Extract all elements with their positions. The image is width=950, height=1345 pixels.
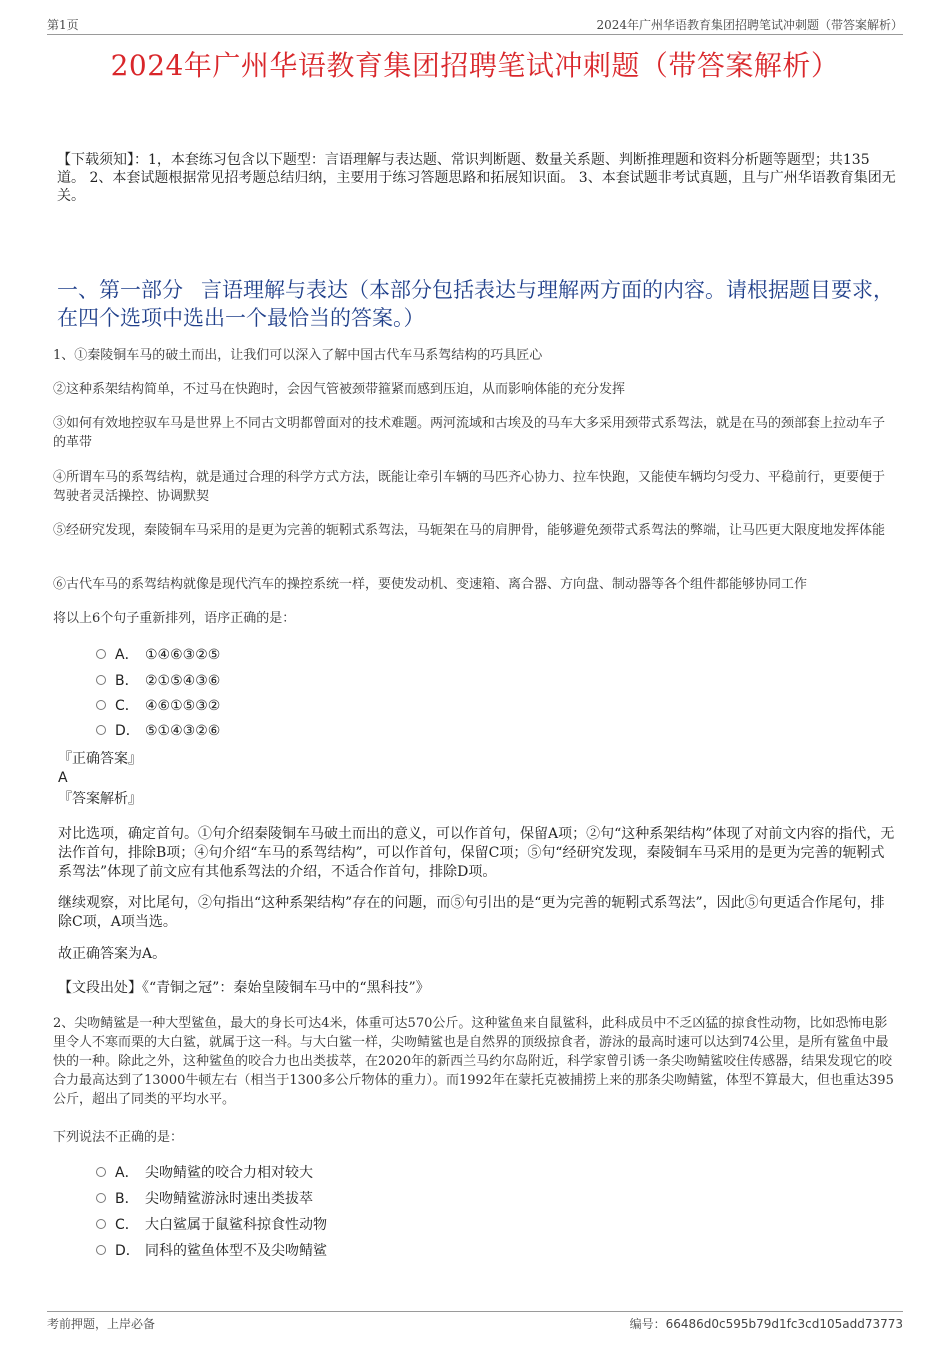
footer-code (630, 1315, 903, 1332)
q1-option-a[interactable]: A． ①④⑥③②⑤ (96, 646, 220, 664)
page-header (47, 14, 903, 35)
footer-code-value: 66486d0c595b79d1fc3cd105add73773 (665, 1317, 903, 1331)
footer-code-label: 编号： (629, 1317, 666, 1331)
section-heading-text: 言语理解与表达（本部分包括表达与理解两方面的内容。请根据题目要求，在四个选项中选出一个最恰当的答案。） (57, 278, 894, 330)
radio-icon[interactable] (96, 700, 106, 710)
radio-icon[interactable] (96, 1245, 106, 1255)
section-heading-part: 一、第一部分 (57, 278, 183, 302)
q1-sentence-4: ④所谓车马的系驾结构，就是通过合理的科学方式方法，既能让牵引车辆的马匹齐心协力、拉车快跑，又能使车辆均匀受力、平稳前行，更要便于驾驶者灵活操控、协调默契 (53, 470, 886, 504)
q2-option-a[interactable]: A． 尖吻鲭鲨的咬合力相对较大 (96, 1164, 313, 1182)
header-doc-title: 2024年广州华语教育集团招聘笔试冲刺题（带答案解析） (596, 18, 903, 32)
q1-sentence-6: ⑥古代车马的系驾结构就像是现代汽车的操控系统一样，要使发动机、变速箱、离合器、方向盘、制动器等各个组件都能够协同工作 (53, 577, 808, 592)
q1-option-c[interactable]: C． ④⑥①⑤③② (96, 697, 220, 715)
analysis-paragraph-2: 继续观察，对比尾句，②句指出“这种系架结构”存在的问题，而⑤句引出的是“更为完善的轭靷式系驾法”，因此⑤句更适合作尾句，排除C项，A项当选。 (58, 895, 885, 930)
radio-icon[interactable] (96, 675, 106, 685)
q1-sentence-1: 1、①秦陵铜车马的破土而出，让我们可以深入了解中国古代车马系驾结构的巧具匠心 (53, 348, 543, 363)
q2-passage: 2、尖吻鲭鲨是一种大型鲨鱼，最大的身长可达4米，体重可达570公斤。这种鲨鱼来自鼠鲨科，此科成员中不乏凶猛的掠食性动物，比如恐怖电影里令人不寒而栗的大白鲨，就属于这一科。与大白鲨一样，尖吻鲭鲨也是自然界的顶级掠食者，游泳的最高时速可以达到74公里，是所有鲨鱼中最快的一种。除此之外，这种鲨鱼的咬合力也出类拔萃，在2020年的新西兰马约尔岛附近，科学家曾引诱一条尖吻鲭鲨咬住传感器，结果发现它的咬合力最高达到了13000牛顿左右（相当于1300多公斤物体的重力）。而1992年在蒙托克被捕捞上来的那条尖吻鲭鲨，体型不算最大，但也重达395公斤，超出了同类的平均水平。 (53, 1016, 894, 1107)
q2-prompt: 下列说法不正确的是： (53, 1130, 184, 1145)
analysis-paragraph-1: 对比选项，确定首句。①句介绍秦陵铜车马破土而出的意义，可以作首句，保留A项；②句“这种系架结构”体现了对前文内容的指代，无法作首句，排除B项；④句介绍“车马的系驾结构”，可以作首句，保留C项；⑤句“经研究发现，秦陵铜车马采用的是更为完善的轭靷式系驾法”体现了前文应有其他系驾法的介绍，不适合作首句，排除D项。 (58, 826, 895, 880)
radio-icon[interactable] (96, 1167, 106, 1177)
q1-option-d[interactable]: D． ⑤①④③②⑥ (96, 722, 220, 740)
q1-sentence-3: ③如何有效地控驭车马是世界上不同古文明都曾面对的技术难题。两河流域和古埃及的马车大多采用颈带式系驾法，就是在马的颈部套上拉动车子的革带 (53, 416, 886, 450)
source-citation: 【文段出处】《“青铜之冠”：秦始皇陵铜车马中的“黑科技”》 (58, 980, 430, 996)
q2-option-d[interactable]: D． 同科的鲨鱼体型不及尖吻鲭鲨 (96, 1242, 327, 1260)
answer-value: A (58, 770, 68, 786)
download-notice: 【下载须知】：1，本套练习包含以下题型：言语理解与表达题、常识判断题、数量关系题、判断推理题和资料分析题等题型；共135道。 2、本套试题根据常见招考题总结归纳，主要用于练习答题思路和拓展知识面。 3、本套试题非考试真题，且与广州华语教育集团无关。 (57, 152, 896, 204)
q1-sentence-2: ②这种系架结构简单，不过马在快跑时，会因气管被颈带箍紧而感到压迫，从而影响体能的充分发挥 (53, 382, 626, 397)
radio-icon[interactable] (96, 1219, 106, 1229)
page-footer (47, 1311, 903, 1332)
section-heading (57, 276, 902, 332)
analysis-paragraph-3: 故正确答案为A。 (58, 946, 167, 962)
radio-icon[interactable] (96, 649, 106, 659)
q2-option-c[interactable]: C． 大白鲨属于鼠鲨科掠食性动物 (96, 1216, 327, 1234)
document-title: 2024年广州华语教育集团招聘笔试冲刺题（带答案解析） (110, 49, 840, 82)
q1-option-b[interactable]: B． ②①⑤④③⑥ (96, 672, 220, 690)
footer-slogan: 考前押题，上岸必备 (47, 1317, 156, 1331)
q1-sentence-5: ⑤经研究发现，秦陵铜车马采用的是更为完善的轭靷式系驾法，马轭架在马的肩胛骨，能够避免颈带式系驾法的弊端，让马匹更大限度地发挥体能 (53, 523, 886, 538)
answer-label: 『正确答案』 (58, 751, 142, 767)
q2-option-b[interactable]: B． 尖吻鲭鲨游泳时速出类拔萃 (96, 1190, 313, 1208)
q1-prompt: 将以上6个句子重新排列，语序正确的是： (53, 611, 296, 626)
analysis-label: 『答案解析』 (58, 791, 142, 807)
radio-icon[interactable] (96, 1193, 106, 1203)
page-number: 第1页 (47, 18, 79, 32)
radio-icon[interactable] (96, 725, 106, 735)
